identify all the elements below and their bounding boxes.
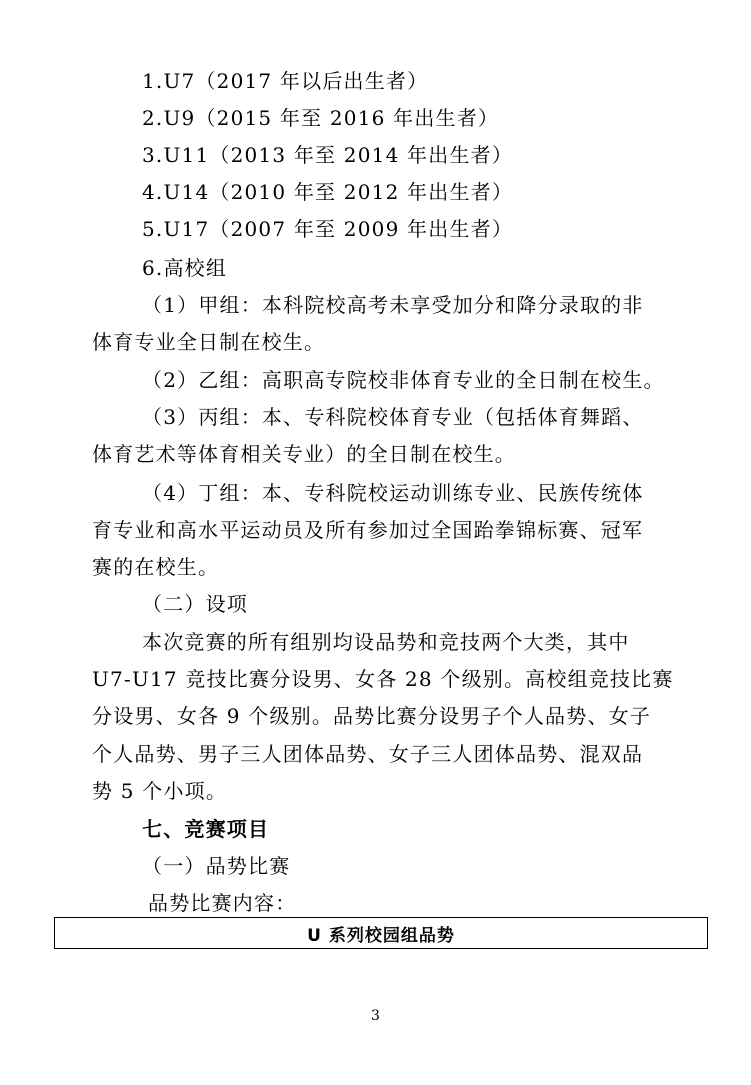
- events-paragraph-line-5: 势 5 个小项。: [92, 779, 228, 803]
- age-group-u11: 3.U11（2013 年至 2014 年出生者）: [142, 143, 514, 167]
- page-number: 3: [371, 1008, 380, 1024]
- age-group-u14: 4.U14（2010 年至 2012 年出生者）: [142, 180, 514, 204]
- age-group-u9: 2.U9（2015 年至 2016 年出生者）: [142, 106, 500, 130]
- college-group-jia-line-1: （1）甲组：本科院校高考未享受加分和降分录取的非: [142, 293, 644, 317]
- college-group-bing-line-2: 体育艺术等体育相关专业）的全日制在校生。: [92, 442, 516, 466]
- age-group-u17: 5.U17（2007 年至 2009 年出生者）: [142, 217, 514, 241]
- events-paragraph-line-2: U7-U17 竞技比赛分设男、女各 28 个级别。高校组竞技比赛: [92, 667, 674, 691]
- college-group-yi-line-1: （2）乙组：高职高专院校非体育专业的全日制在校生。: [142, 368, 665, 392]
- college-group-heading: 6.高校组: [142, 256, 228, 280]
- college-group-jia-line-2: 体育专业全日制在校生。: [92, 330, 326, 354]
- events-paragraph-line-4: 个人品势、男子三人团体品势、女子三人团体品势、混双品: [92, 742, 644, 766]
- events-paragraph-line-3: 分设男、女各 9 个级别。品势比赛分设男子个人品势、女子: [92, 704, 652, 728]
- section-7-content-label: 品势比赛内容：: [148, 891, 297, 915]
- college-group-bing-line-1: （3）丙组：本、专科院校体育专业（包括体育舞蹈、: [142, 405, 644, 429]
- poomsae-table-title: U 系列校园组品势: [54, 917, 708, 949]
- events-heading: （二）设项: [142, 592, 248, 616]
- age-group-u7: 1.U7（2017 年以后出生者）: [142, 69, 429, 93]
- section-7-sub-heading: （一）品势比赛: [142, 854, 291, 878]
- events-paragraph-line-1: 本次竞赛的所有组别均设品势和竞技两个大类，其中: [142, 630, 630, 654]
- college-group-ding-line-2: 育专业和高水平运动员及所有参加过全国跆拳锦标赛、冠军: [92, 518, 644, 542]
- section-7-heading: 七、竞赛项目: [142, 817, 270, 841]
- college-group-ding-line-1: （4）丁组：本、专科院校运动训练专业、民族传统体: [142, 481, 644, 505]
- college-group-ding-line-3: 赛的在校生。: [92, 555, 220, 579]
